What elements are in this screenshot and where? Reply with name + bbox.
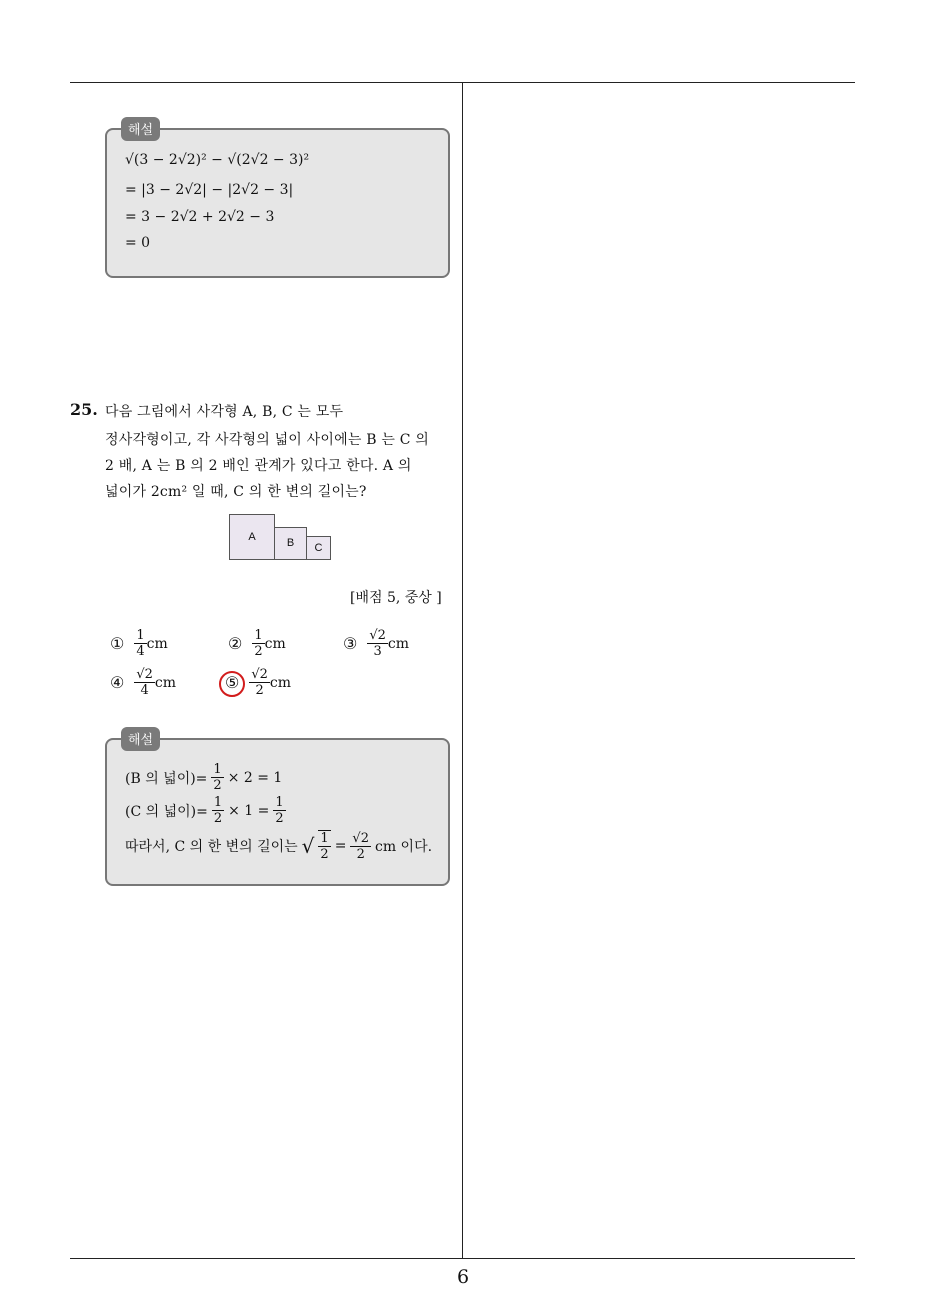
choice-unit: cm: [264, 635, 286, 652]
square-b: [274, 527, 307, 560]
choice-fraction: $\frac{√2}{4}$: [136, 667, 153, 698]
choice-fraction: $\frac{1}{2}$: [254, 628, 263, 659]
choice-fraction: $\frac{√2}{3}$: [369, 628, 386, 659]
solution-box-1: [105, 123, 450, 278]
square-c-label: C: [314, 542, 323, 554]
choice-unit: cm: [146, 635, 168, 652]
choice-unit: cm: [387, 635, 410, 652]
solution-tag: 해설: [121, 117, 160, 141]
square-a-label: A: [248, 531, 256, 543]
choice-1[interactable]: [110, 628, 168, 659]
choice-fraction: $\frac{1}{4}$: [136, 628, 145, 659]
question-text-line: 2 배, A 는 B 의 2 배인 관계가 있다고 한다. A 의: [105, 458, 412, 474]
choice-unit: cm: [269, 674, 292, 691]
points-difficulty: [배점 5, 중상 ]: [350, 590, 442, 606]
solution-line-c-area: (C 의 넓이)= $\frac{1}{2}$ × 1 = $\frac{1}{2}$: [125, 795, 284, 826]
choice-mark: ④: [110, 673, 125, 692]
question-text-line: 다음 그림에서 사각형 A, B, C 는 모두: [105, 404, 344, 420]
choice-mark: ⑤: [225, 673, 240, 692]
choice-mark: ①: [110, 634, 125, 653]
solution-tag: 해설: [121, 727, 160, 751]
solution-line: = 3 − 2√2 + 2√2 − 3: [125, 209, 275, 225]
choice-unit: cm: [154, 674, 177, 691]
square-a: [229, 514, 275, 560]
solution-line: = 0: [125, 235, 151, 251]
solution-line-conclusion: 따라서, C 의 한 변의 길이는 √ $\frac{1}{2}$ = $\frac{√2}{2}$ cm 이다.: [125, 830, 433, 862]
solution-line: √(3 − 2√2)² − √(2√2 − 3)²: [125, 152, 310, 168]
solution-box-2: [105, 733, 450, 886]
answer-circle-mark: [219, 671, 245, 697]
squares-figure: [229, 514, 331, 560]
solution-line: = |3 − 2√2| − |2√2 − 3|: [125, 182, 294, 198]
square-c: [306, 536, 331, 560]
page-number: 6: [456, 1266, 470, 1288]
bottom-rule: [70, 1258, 855, 1259]
choice-mark: ③: [343, 634, 358, 653]
choice-4[interactable]: [110, 667, 176, 698]
choice-3[interactable]: [343, 628, 409, 659]
column-divider: [462, 83, 463, 1258]
solution-line-b-area: (B 의 넓이)= $\frac{1}{2}$ × 2 = 1: [125, 762, 283, 793]
question-number: 25.: [70, 400, 98, 419]
question-text-line: 정사각형이고, 각 사각형의 넓이 사이에는 B 는 C 의: [105, 432, 430, 448]
choice-mark: ②: [228, 634, 243, 653]
choice-fraction: $\frac{√2}{2}$: [251, 667, 268, 698]
question-text-line: 넓이가 2cm² 일 때, C 의 한 변의 길이는?: [105, 484, 367, 500]
square-b-label: B: [286, 537, 295, 549]
choice-2[interactable]: [228, 628, 286, 659]
